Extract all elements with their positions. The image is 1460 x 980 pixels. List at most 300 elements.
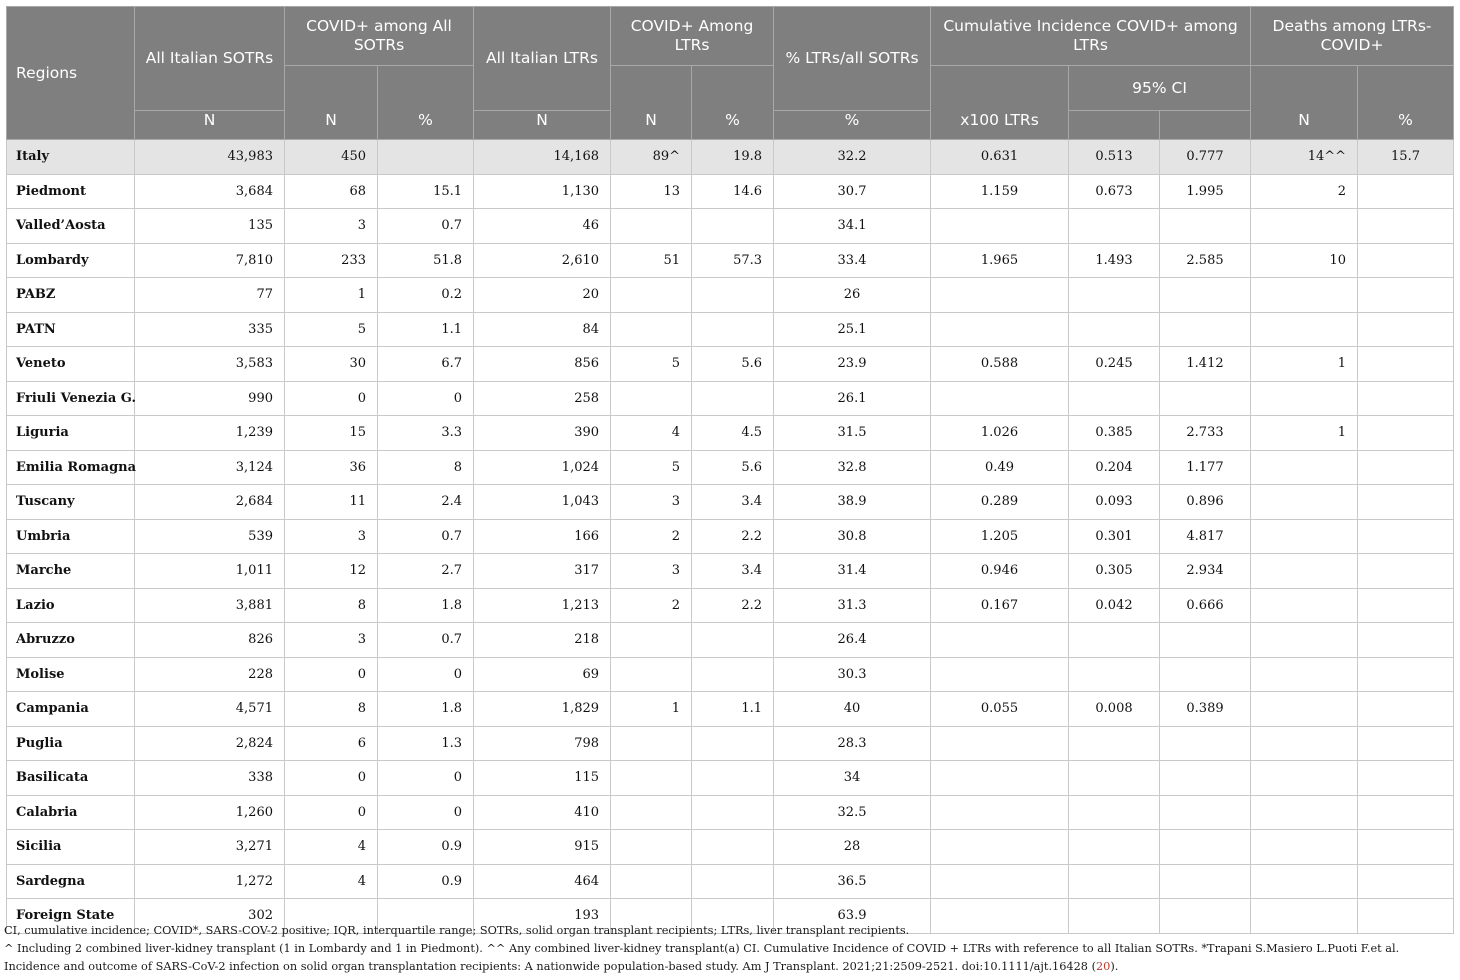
- header-95-ci: 95% CI: [1069, 66, 1251, 111]
- header-ci-upper: [1160, 111, 1251, 140]
- cell-death-n: [1251, 519, 1358, 554]
- cell-ci-hi: 1.995: [1160, 174, 1251, 209]
- footnote-details: [4, 940, 1456, 976]
- cell-region: Molise: [7, 657, 135, 692]
- cell-covid-sotr-pct: 1.8: [378, 692, 474, 727]
- cell-covid-ltr-pct: 4.5: [692, 416, 774, 451]
- cell-covid-sotr-n: 0: [285, 795, 378, 830]
- cell-ltr-n: 258: [474, 381, 611, 416]
- header-covid-ltrs: COVID+ Among LTRs: [611, 7, 774, 66]
- table-container: [6, 6, 1453, 934]
- cell-death-n: [1251, 485, 1358, 520]
- cell-death-pct: [1358, 485, 1454, 520]
- cell-death-pct: [1358, 519, 1454, 554]
- cell-ci-lo: 0.305: [1069, 554, 1160, 589]
- cell-covid-ltr-pct: [692, 795, 774, 830]
- cell-ci: 1.205: [931, 519, 1069, 554]
- table-row: [7, 312, 1454, 347]
- cell-ltr-n: 317: [474, 554, 611, 589]
- cell-ci-hi: [1160, 761, 1251, 796]
- cell-covid-sotr-n: 8: [285, 692, 378, 727]
- cell-covid-ltr-pct: [692, 657, 774, 692]
- cell-death-pct: [1358, 347, 1454, 382]
- cell-sotr-n: 990: [135, 381, 285, 416]
- cell-ci-lo: 0.301: [1069, 519, 1160, 554]
- cell-covid-ltr-n: 5: [611, 347, 692, 382]
- cell-ltr-n: 856: [474, 347, 611, 382]
- cell-ci-hi: [1160, 726, 1251, 761]
- cell-ltr-n: 798: [474, 726, 611, 761]
- cell-covid-ltr-pct: 5.6: [692, 347, 774, 382]
- cell-region: Piedmont: [7, 174, 135, 209]
- cell-region: PABZ: [7, 278, 135, 313]
- cell-death-n: 10: [1251, 243, 1358, 278]
- cell-death-pct: [1358, 416, 1454, 451]
- cell-ci: [931, 312, 1069, 347]
- cell-region: Veneto: [7, 347, 135, 382]
- cell-sotr-n: 3,583: [135, 347, 285, 382]
- reference-link[interactable]: 20: [1095, 960, 1111, 973]
- cell-region: Liguria: [7, 416, 135, 451]
- cell-covid-ltr-n: [611, 864, 692, 899]
- cell-ci-hi: [1160, 657, 1251, 692]
- cell-death-n: 1: [1251, 347, 1358, 382]
- cell-death-n: [1251, 278, 1358, 313]
- cell-covid-ltr-pct: [692, 623, 774, 658]
- cell-sotr-n: 3,881: [135, 588, 285, 623]
- cell-region: Puglia: [7, 726, 135, 761]
- cell-death-n: [1251, 657, 1358, 692]
- cell-covid-sotr-pct: 2.7: [378, 554, 474, 589]
- cell-region: Marche: [7, 554, 135, 589]
- cell-region: Foreign State: [7, 899, 135, 934]
- cell-ltr-n: 390: [474, 416, 611, 451]
- cell-region: Abruzzo: [7, 623, 135, 658]
- table-row: [7, 554, 1454, 589]
- cell-sotr-n: 3,271: [135, 830, 285, 865]
- cell-covid-sotr-n: 450: [285, 140, 378, 175]
- cell-region: Basilicata: [7, 761, 135, 796]
- cell-ltr-pct: 34.1: [774, 209, 931, 244]
- cell-ci-lo: [1069, 761, 1160, 796]
- cell-covid-sotr-n: 8: [285, 588, 378, 623]
- cell-death-pct: [1358, 450, 1454, 485]
- cell-covid-sotr-pct: 51.8: [378, 243, 474, 278]
- cell-ltr-n: 218: [474, 623, 611, 658]
- cell-ci-lo: 0.008: [1069, 692, 1160, 727]
- cell-ltr-pct: 26.1: [774, 381, 931, 416]
- cell-death-pct: [1358, 864, 1454, 899]
- cell-death-pct: [1358, 830, 1454, 865]
- cell-ltr-n: 166: [474, 519, 611, 554]
- table-row: [7, 830, 1454, 865]
- cell-covid-ltr-n: [611, 623, 692, 658]
- table-row: [7, 278, 1454, 313]
- cell-covid-ltr-n: 3: [611, 485, 692, 520]
- cell-death-pct: [1358, 623, 1454, 658]
- cell-sotr-n: 7,810: [135, 243, 285, 278]
- table-row: [7, 450, 1454, 485]
- table-row: [7, 519, 1454, 554]
- cell-death-n: [1251, 554, 1358, 589]
- cell-covid-sotr-pct: 0: [378, 657, 474, 692]
- cell-ci-lo: [1069, 278, 1160, 313]
- cell-ci-lo: [1069, 381, 1160, 416]
- cell-ci-hi: [1160, 278, 1251, 313]
- cell-ltr-pct: 40: [774, 692, 931, 727]
- cell-covid-sotr-n: 1: [285, 278, 378, 313]
- cell-ci-lo: 1.493: [1069, 243, 1160, 278]
- cell-ci: 0.946: [931, 554, 1069, 589]
- cell-death-pct: [1358, 657, 1454, 692]
- cell-death-n: [1251, 795, 1358, 830]
- cell-covid-sotr-n: 6: [285, 726, 378, 761]
- cell-ltr-pct: 30.7: [774, 174, 931, 209]
- cell-ci: [931, 657, 1069, 692]
- cell-ci: 0.588: [931, 347, 1069, 382]
- cell-ci-hi: 2.585: [1160, 243, 1251, 278]
- cell-ci: [931, 278, 1069, 313]
- table-row: [7, 623, 1454, 658]
- cell-covid-ltr-n: 51: [611, 243, 692, 278]
- cell-sotr-n: 3,684: [135, 174, 285, 209]
- cell-ci-hi: [1160, 209, 1251, 244]
- cell-ci-lo: [1069, 657, 1160, 692]
- cell-ltr-n: 1,213: [474, 588, 611, 623]
- cell-sotr-n: 43,983: [135, 140, 285, 175]
- cell-region: Calabria: [7, 795, 135, 830]
- cell-covid-ltr-n: 5: [611, 450, 692, 485]
- cell-ltr-n: 115: [474, 761, 611, 796]
- cell-ltr-pct: 25.1: [774, 312, 931, 347]
- cell-death-n: 2: [1251, 174, 1358, 209]
- cell-ltr-pct: 33.4: [774, 243, 931, 278]
- cell-ci: [931, 209, 1069, 244]
- cell-ci-lo: [1069, 830, 1160, 865]
- cell-ltr-pct: 36.5: [774, 864, 931, 899]
- table-row: [7, 692, 1454, 727]
- cell-covid-ltr-n: [611, 381, 692, 416]
- table-footnotes: [4, 922, 1456, 976]
- cell-ci: [931, 830, 1069, 865]
- cell-sotr-n: 1,272: [135, 864, 285, 899]
- cell-covid-sotr-pct: 2.4: [378, 485, 474, 520]
- cell-ltr-pct: 31.5: [774, 416, 931, 451]
- cell-covid-ltr-n: 89^: [611, 140, 692, 175]
- cell-covid-sotr-n: 68: [285, 174, 378, 209]
- cell-covid-sotr-n: 3: [285, 209, 378, 244]
- cell-covid-sotr-pct: [378, 140, 474, 175]
- header-pct-ltrs: % LTRs/all SOTRs: [774, 7, 931, 111]
- cell-death-n: [1251, 692, 1358, 727]
- cell-covid-ltr-pct: 5.6: [692, 450, 774, 485]
- cell-covid-sotr-pct: 0: [378, 381, 474, 416]
- cell-ci: [931, 795, 1069, 830]
- table-row: [7, 347, 1454, 382]
- header-covid-ltrs-pct: %: [692, 66, 774, 140]
- cell-covid-sotr-n: 3: [285, 519, 378, 554]
- cell-ci-lo: 0.673: [1069, 174, 1160, 209]
- cell-covid-sotr-n: 3: [285, 623, 378, 658]
- cell-ci: [931, 381, 1069, 416]
- header-all-ltrs: All Italian LTRs: [474, 7, 611, 111]
- header-cumulative-incidence: Cumulative Incidence COVID+ among LTRs: [931, 7, 1251, 66]
- footnote-abbreviations: CI, cumulative incidence; COVID*, SARS-COV-2 positive; IQR, interquartile range; SOTRs, solid organ transplant recipients; LTRs, liver transplant recipients.: [4, 924, 910, 937]
- cell-covid-ltr-n: [611, 726, 692, 761]
- cell-covid-sotr-n: 11: [285, 485, 378, 520]
- cell-covid-ltr-pct: 2.2: [692, 588, 774, 623]
- cell-sotr-n: 135: [135, 209, 285, 244]
- cell-death-pct: 15.7: [1358, 140, 1454, 175]
- cell-ci-hi: 1.412: [1160, 347, 1251, 382]
- cell-ci-hi: 4.817: [1160, 519, 1251, 554]
- table-row: [7, 795, 1454, 830]
- cell-ci: [931, 761, 1069, 796]
- cell-covid-ltr-pct: [692, 312, 774, 347]
- cell-death-pct: [1358, 726, 1454, 761]
- cell-ci-lo: 0.042: [1069, 588, 1160, 623]
- cell-sotr-n: 4,571: [135, 692, 285, 727]
- cell-death-pct: [1358, 588, 1454, 623]
- table-row: [7, 174, 1454, 209]
- cell-ci: 1.026: [931, 416, 1069, 451]
- cell-covid-ltr-n: [611, 312, 692, 347]
- cell-covid-sotr-pct: 0.9: [378, 864, 474, 899]
- footnote-details-end: ).: [1110, 960, 1119, 973]
- cell-covid-ltr-pct: 3.4: [692, 485, 774, 520]
- cell-sotr-n: 338: [135, 761, 285, 796]
- cell-covid-ltr-pct: 3.4: [692, 554, 774, 589]
- cell-death-pct: [1358, 209, 1454, 244]
- cell-death-pct: [1358, 312, 1454, 347]
- cell-covid-sotr-pct: 15.1: [378, 174, 474, 209]
- cell-ltr-n: 69: [474, 657, 611, 692]
- cell-death-n: [1251, 726, 1358, 761]
- cell-sotr-n: 302: [135, 899, 285, 934]
- cell-ltr-pct: 34: [774, 761, 931, 796]
- cell-covid-sotr-pct: 0.7: [378, 519, 474, 554]
- cell-sotr-n: 1,011: [135, 554, 285, 589]
- cell-region: Italy: [7, 140, 135, 175]
- cell-covid-ltr-pct: [692, 278, 774, 313]
- cell-ltr-n: 1,829: [474, 692, 611, 727]
- cell-covid-ltr-pct: [692, 864, 774, 899]
- cell-covid-sotr-n: 4: [285, 830, 378, 865]
- table-row: [7, 209, 1454, 244]
- table-row: [7, 588, 1454, 623]
- cell-covid-ltr-n: 13: [611, 174, 692, 209]
- cell-death-n: [1251, 209, 1358, 244]
- cell-sotr-n: 3,124: [135, 450, 285, 485]
- regional-covid-table: [6, 6, 1454, 934]
- cell-ltr-pct: 26: [774, 278, 931, 313]
- cell-death-n: [1251, 450, 1358, 485]
- cell-ci: 0.49: [931, 450, 1069, 485]
- cell-sotr-n: 2,684: [135, 485, 285, 520]
- cell-ltr-pct: 28: [774, 830, 931, 865]
- header-covid-sotrs-n: N: [285, 66, 378, 140]
- cell-covid-sotr-pct: 0.2: [378, 278, 474, 313]
- cell-covid-sotr-pct: 0.7: [378, 209, 474, 244]
- cell-covid-ltr-n: [611, 795, 692, 830]
- cell-death-n: [1251, 312, 1358, 347]
- cell-covid-ltr-n: [611, 209, 692, 244]
- cell-ci-hi: [1160, 381, 1251, 416]
- header-regions: Regions: [7, 7, 135, 140]
- header-deaths-n: N: [1251, 66, 1358, 140]
- cell-region: Lombardy: [7, 243, 135, 278]
- cell-covid-sotr-pct: 0: [378, 795, 474, 830]
- cell-sotr-n: 826: [135, 623, 285, 658]
- cell-region: Emilia Romagna: [7, 450, 135, 485]
- cell-ci-hi: [1160, 312, 1251, 347]
- cell-covid-ltr-n: 1: [611, 692, 692, 727]
- cell-covid-sotr-n: 15: [285, 416, 378, 451]
- cell-death-n: 1: [1251, 416, 1358, 451]
- cell-covid-sotr-pct: 0.7: [378, 623, 474, 658]
- footnote-details-text: ^ Including 2 combined liver-kidney transplant (1 in Lombardy and 1 in Piedmont). ^^ Any combined liver-kidney transplant(a) CI. Cumulative Incidence of COVID + LTRs with reference to all Italian SOTRs. *Trapani S.Masiero L.Puoti F.et al. Incidence and outcome of SARS-CoV-2 infection on solid organ transplantation recipients: A nationwide population-based study. Am J Transplant. 2021;21:2509-2521. doi:10.1111/ajt.16428 (: [4, 942, 1400, 973]
- cell-covid-sotr-pct: 0: [378, 761, 474, 796]
- cell-covid-ltr-pct: [692, 761, 774, 796]
- cell-ci: 0.167: [931, 588, 1069, 623]
- cell-death-n: [1251, 864, 1358, 899]
- cell-death-pct: [1358, 174, 1454, 209]
- cell-covid-ltr-pct: [692, 209, 774, 244]
- cell-region: Sardegna: [7, 864, 135, 899]
- cell-ltr-n: 1,024: [474, 450, 611, 485]
- cell-ltr-n: 1,130: [474, 174, 611, 209]
- table-row: [7, 864, 1454, 899]
- cell-ltr-n: 1,043: [474, 485, 611, 520]
- cell-ltr-n: 2,610: [474, 243, 611, 278]
- cell-covid-sotr-pct: 1.8: [378, 588, 474, 623]
- cell-covid-ltr-n: [611, 830, 692, 865]
- table-row: [7, 140, 1454, 175]
- cell-death-pct: [1358, 243, 1454, 278]
- table-body: [7, 140, 1454, 934]
- cell-ci-hi: 0.389: [1160, 692, 1251, 727]
- cell-ltr-pct: 32.5: [774, 795, 931, 830]
- cell-death-n: [1251, 623, 1358, 658]
- header-deaths-pct: %: [1358, 66, 1454, 140]
- cell-ci-lo: 0.204: [1069, 450, 1160, 485]
- cell-ci: 1.965: [931, 243, 1069, 278]
- cell-ci-hi: [1160, 864, 1251, 899]
- cell-covid-ltr-pct: [692, 726, 774, 761]
- cell-ci-lo: [1069, 864, 1160, 899]
- cell-death-pct: [1358, 761, 1454, 796]
- cell-ci-lo: [1069, 795, 1160, 830]
- cell-ltr-n: 464: [474, 864, 611, 899]
- cell-death-n: [1251, 830, 1358, 865]
- header-covid-ltrs-n: N: [611, 66, 692, 140]
- cell-covid-sotr-n: 4: [285, 864, 378, 899]
- cell-covid-ltr-pct: 1.1: [692, 692, 774, 727]
- cell-ci-hi: 1.177: [1160, 450, 1251, 485]
- cell-ltr-pct: 31.3: [774, 588, 931, 623]
- cell-covid-ltr-n: 2: [611, 588, 692, 623]
- cell-covid-sotr-n: 233: [285, 243, 378, 278]
- cell-ci-lo: [1069, 623, 1160, 658]
- cell-covid-sotr-n: 36: [285, 450, 378, 485]
- cell-covid-ltr-n: 4: [611, 416, 692, 451]
- cell-death-pct: [1358, 381, 1454, 416]
- cell-region: Lazio: [7, 588, 135, 623]
- table-row: [7, 485, 1454, 520]
- cell-ci: [931, 623, 1069, 658]
- table-row: [7, 761, 1454, 796]
- cell-covid-sotr-pct: 6.7: [378, 347, 474, 382]
- cell-covid-ltr-pct: 14.6: [692, 174, 774, 209]
- header-pct-ltrs-pct: %: [774, 111, 931, 140]
- cell-ci-hi: 0.896: [1160, 485, 1251, 520]
- cell-ltr-n: 193: [474, 899, 611, 934]
- cell-death-pct: [1358, 554, 1454, 589]
- cell-ci: 0.289: [931, 485, 1069, 520]
- cell-ltr-n: 410: [474, 795, 611, 830]
- cell-ci-hi: [1160, 623, 1251, 658]
- cell-death-n: 14^^: [1251, 140, 1358, 175]
- cell-ci-lo: [1069, 312, 1160, 347]
- cell-ci-lo: 0.385: [1069, 416, 1160, 451]
- cell-region: Umbria: [7, 519, 135, 554]
- cell-death-pct: [1358, 278, 1454, 313]
- cell-ltr-pct: 28.3: [774, 726, 931, 761]
- cell-sotr-n: 2,824: [135, 726, 285, 761]
- cell-covid-ltr-n: [611, 278, 692, 313]
- cell-covid-ltr-pct: [692, 381, 774, 416]
- cell-ci-lo: [1069, 726, 1160, 761]
- cell-region: Tuscany: [7, 485, 135, 520]
- cell-ci-hi: 0.777: [1160, 140, 1251, 175]
- cell-sotr-n: 77: [135, 278, 285, 313]
- cell-death-pct: [1358, 795, 1454, 830]
- cell-ltr-pct: 63.9: [774, 899, 931, 934]
- cell-ltr-n: 915: [474, 830, 611, 865]
- table-row: [7, 416, 1454, 451]
- cell-covid-sotr-n: 0: [285, 657, 378, 692]
- cell-ci-lo: 0.513: [1069, 140, 1160, 175]
- cell-covid-sotr-pct: 8: [378, 450, 474, 485]
- cell-covid-sotr-n: 12: [285, 554, 378, 589]
- cell-ltr-n: 14,168: [474, 140, 611, 175]
- cell-covid-ltr-n: [611, 761, 692, 796]
- cell-covid-sotr-pct: 3.3: [378, 416, 474, 451]
- cell-ltr-pct: 26.4: [774, 623, 931, 658]
- cell-ci-lo: 0.093: [1069, 485, 1160, 520]
- table-header: [7, 7, 1454, 140]
- cell-covid-ltr-pct: [692, 830, 774, 865]
- cell-covid-sotr-pct: 1.1: [378, 312, 474, 347]
- header-x100-ltrs: x100 LTRs: [931, 66, 1069, 140]
- cell-ltr-pct: 23.9: [774, 347, 931, 382]
- cell-death-n: [1251, 588, 1358, 623]
- cell-ltr-pct: 32.2: [774, 140, 931, 175]
- cell-region: Campania: [7, 692, 135, 727]
- cell-covid-ltr-n: 2: [611, 519, 692, 554]
- cell-ci-hi: [1160, 795, 1251, 830]
- cell-ci-lo: 0.245: [1069, 347, 1160, 382]
- header-ci-lower: [1069, 111, 1160, 140]
- table-row: [7, 381, 1454, 416]
- cell-covid-sotr-n: 5: [285, 312, 378, 347]
- header-all-sotrs-n: N: [135, 111, 285, 140]
- cell-ltr-n: 46: [474, 209, 611, 244]
- cell-death-n: [1251, 761, 1358, 796]
- cell-covid-sotr-pct: 1.3: [378, 726, 474, 761]
- cell-covid-ltr-pct: 57.3: [692, 243, 774, 278]
- cell-ltr-pct: 30.8: [774, 519, 931, 554]
